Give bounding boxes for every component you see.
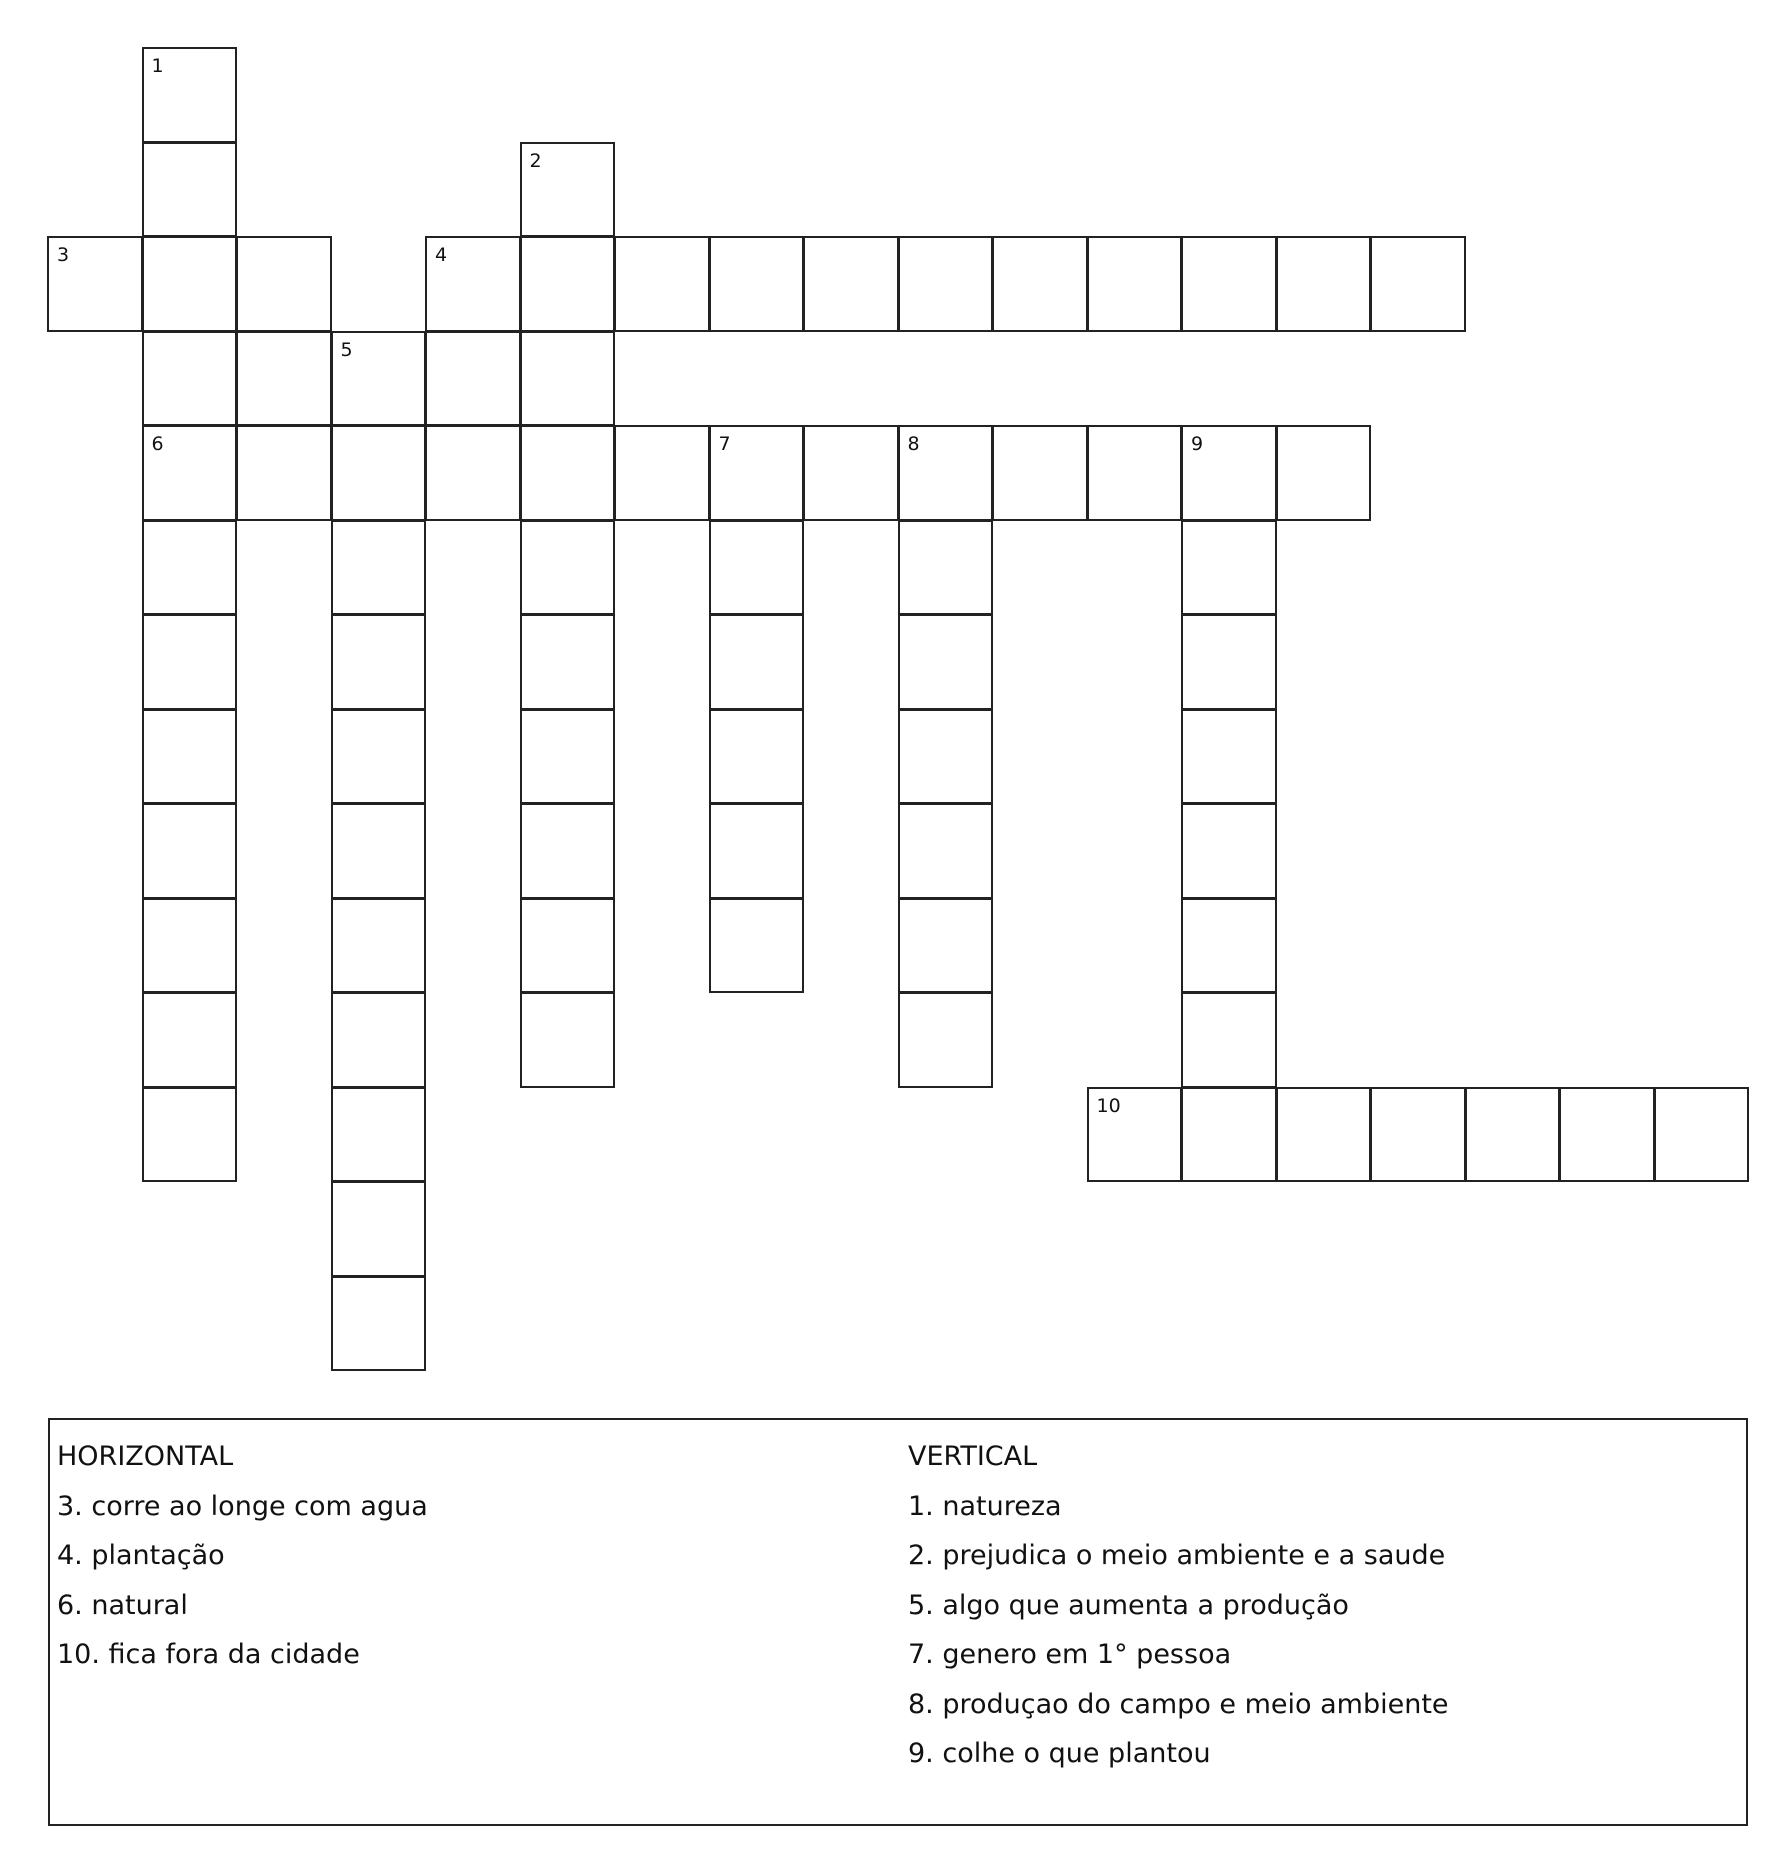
clue-item: 4. plantação (57, 1540, 225, 1571)
vertical-heading: VERTICAL (908, 1441, 1038, 1472)
grid-cell[interactable] (898, 709, 994, 805)
grid-cell[interactable] (520, 709, 616, 805)
grid-cell[interactable] (898, 520, 994, 616)
grid-cell[interactable] (898, 992, 994, 1088)
clue-item: 3. corre ao longe com agua (57, 1490, 428, 1522)
grid-cell[interactable] (331, 992, 427, 1088)
grid-cell[interactable] (520, 236, 616, 332)
grid-cell[interactable] (1181, 1087, 1277, 1183)
grid-cell[interactable] (1181, 898, 1277, 994)
grid-cell[interactable] (709, 425, 805, 521)
grid-cell[interactable] (1181, 614, 1277, 710)
clue-item: 8. produçao do campo e meio ambiente (908, 1688, 1449, 1720)
grid-cell[interactable] (898, 425, 994, 521)
grid-cell[interactable] (1370, 1087, 1466, 1183)
grid-cell[interactable] (142, 614, 238, 710)
grid-cell[interactable] (331, 709, 427, 805)
clue-number: 10 (1096, 1094, 1121, 1117)
clue-item: 9. colhe o que plantou (908, 1738, 1211, 1769)
grid-cell[interactable] (1654, 1087, 1750, 1183)
grid-cell[interactable] (1181, 425, 1277, 521)
grid-cell[interactable] (142, 142, 238, 238)
clue-number: 4 (435, 244, 448, 266)
grid-cell[interactable] (331, 803, 427, 899)
clue-item: 1. natureza (908, 1490, 1062, 1522)
grid-cell[interactable] (142, 520, 238, 616)
clue-item: 7. genero em 1° pessoa (908, 1639, 1232, 1670)
grid-cell[interactable] (520, 425, 616, 521)
grid-cell[interactable] (236, 236, 332, 332)
clue-number: 7 (718, 433, 731, 455)
grid-cell[interactable] (236, 331, 332, 427)
grid-cell[interactable] (142, 992, 238, 1088)
grid-cell[interactable] (520, 992, 616, 1088)
grid-cell[interactable] (142, 709, 238, 805)
grid-cell[interactable] (520, 803, 616, 899)
grid-cell[interactable] (614, 236, 710, 332)
grid-cell[interactable] (425, 236, 521, 332)
grid-cell[interactable] (520, 520, 616, 616)
horizontal-heading: HORIZONTAL (57, 1441, 234, 1472)
grid-cell[interactable] (898, 898, 994, 994)
grid-cell[interactable] (709, 614, 805, 710)
grid-cell[interactable] (1276, 236, 1372, 332)
grid-cell[interactable] (709, 898, 805, 994)
grid-cell[interactable] (520, 142, 616, 238)
grid-cell[interactable] (1181, 520, 1277, 616)
clue-number: 9 (1191, 433, 1204, 455)
grid-cell[interactable] (142, 47, 238, 143)
grid-cell[interactable] (142, 425, 238, 521)
grid-cell[interactable] (331, 1087, 427, 1183)
clue-item: 2. prejudica o meio ambiente e a saude (908, 1540, 1446, 1571)
grid-cell[interactable] (1559, 1087, 1655, 1183)
grid-cell[interactable] (425, 331, 521, 427)
clue-item: 5. algo que aumenta a produção (908, 1589, 1349, 1621)
clue-number: 5 (340, 338, 353, 361)
clue-item: 10. fica fora da cidade (57, 1639, 360, 1670)
grid-cell[interactable] (520, 898, 616, 994)
grid-cell[interactable] (520, 331, 616, 427)
grid-cell[interactable] (142, 803, 238, 899)
grid-cell[interactable] (898, 236, 994, 332)
clue-number: 1 (151, 55, 164, 77)
grid-cell[interactable] (331, 1181, 427, 1277)
grid-cell[interactable] (709, 236, 805, 332)
grid-cell[interactable] (142, 898, 238, 994)
clue-number: 3 (57, 244, 70, 266)
grid-cell[interactable] (803, 425, 899, 521)
grid-cell[interactable] (331, 520, 427, 616)
clue-number: 6 (151, 433, 164, 455)
grid-cell[interactable] (709, 803, 805, 899)
grid-cell[interactable] (425, 425, 521, 521)
horizontal-clues (57, 1432, 428, 1680)
grid-cell[interactable] (1370, 236, 1466, 332)
grid-cell[interactable] (1087, 1087, 1183, 1183)
grid-cell[interactable] (803, 236, 899, 332)
grid-cell[interactable] (331, 614, 427, 710)
grid-cell[interactable] (236, 425, 332, 521)
grid-cell[interactable] (1181, 236, 1277, 332)
grid-cell[interactable] (992, 236, 1088, 332)
grid-cell[interactable] (331, 1276, 427, 1372)
grid-cell[interactable] (520, 614, 616, 710)
clues-box (48, 1418, 1748, 1826)
grid-cell[interactable] (898, 614, 994, 710)
grid-cell[interactable] (47, 236, 143, 332)
grid-cell[interactable] (1087, 236, 1183, 332)
clue-number: 8 (907, 433, 920, 455)
vertical-clues (908, 1432, 1449, 1779)
grid-cell[interactable] (142, 331, 238, 427)
grid-cell[interactable] (614, 425, 710, 521)
clue-item: 6. natural (57, 1589, 188, 1621)
grid-cell[interactable] (1181, 803, 1277, 899)
grid-cell[interactable] (1087, 425, 1183, 521)
grid-cell[interactable] (992, 425, 1088, 521)
grid-cell[interactable] (1181, 992, 1277, 1088)
grid-cell[interactable] (709, 520, 805, 616)
grid-cell[interactable] (331, 425, 427, 521)
grid-cell[interactable] (1181, 709, 1277, 805)
grid-cell[interactable] (142, 1087, 238, 1183)
clue-number: 2 (529, 149, 542, 172)
grid-cell[interactable] (709, 709, 805, 805)
grid-cell[interactable] (1465, 1087, 1561, 1183)
grid-cell[interactable] (1276, 1087, 1372, 1183)
grid-cell[interactable] (1276, 425, 1372, 521)
grid-cell[interactable] (898, 803, 994, 899)
grid-cell[interactable] (331, 331, 427, 427)
grid-cell[interactable] (142, 236, 238, 332)
grid-cell[interactable] (331, 898, 427, 994)
